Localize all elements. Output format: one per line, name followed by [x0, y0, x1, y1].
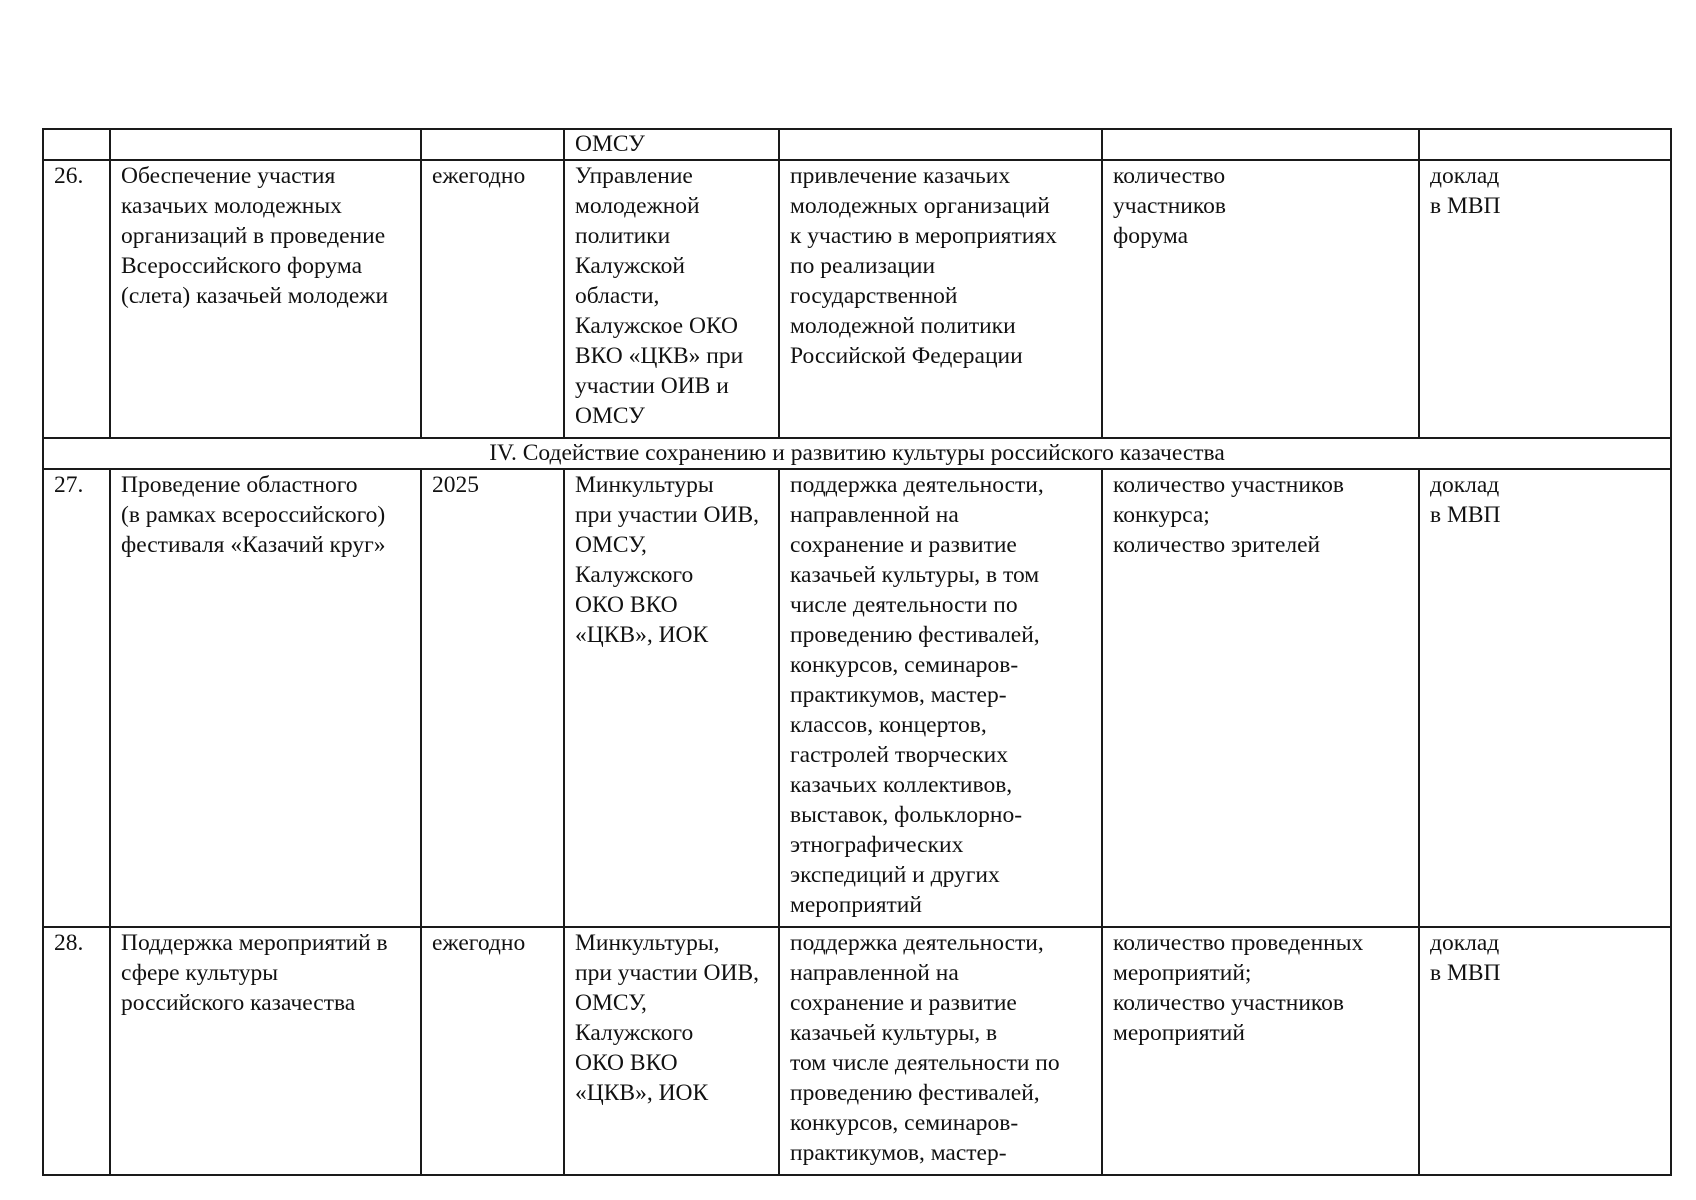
- indicator-cell: [1102, 129, 1419, 160]
- executor-cell: Минкультуры, при участии ОИВ, ОМСУ, Калужского ОКО ВКО «ЦКВ», ИОК: [564, 927, 779, 1175]
- executor-cell: Минкультуры при участии ОИВ, ОМСУ, Калужского ОКО ВКО «ЦКВ», ИОК: [564, 469, 779, 927]
- result-cell: поддержка деятельности, направленной на сохранение и развитие казачьей культуры, в том числе деятельности по проведению фестивалей, конкурсов, семинаров- практикумов, мастер- классов, концертов, гастролей творческих казачьих коллективов, выставок, фольклорно- этнографических экспедиций и других мероприятий: [779, 469, 1102, 927]
- report-cell: [1419, 129, 1671, 160]
- report-cell: доклад в МВП: [1419, 927, 1671, 1175]
- result-cell: [779, 129, 1102, 160]
- report-cell: доклад в МВП: [1419, 160, 1671, 438]
- row-number: 27.: [43, 469, 110, 927]
- table-row: [43, 129, 1671, 160]
- row-number: 28.: [43, 927, 110, 1175]
- report-cell: доклад в МВП: [1419, 469, 1671, 927]
- event-cell: [110, 129, 421, 160]
- result-cell: привлечение казачьих молодежных организаций к участию в мероприятиях по реализации государственной молодежной политики Российской Федерации: [779, 160, 1102, 438]
- term-cell: 2025: [421, 469, 564, 927]
- section-heading-row: [43, 438, 1671, 469]
- indicator-cell: количество проведенных мероприятий; количество участников мероприятий: [1102, 927, 1419, 1175]
- term-cell: ежегодно: [421, 927, 564, 1175]
- table-row: [43, 469, 1671, 927]
- term-cell: ежегодно: [421, 160, 564, 438]
- result-cell: поддержка деятельности, направленной на сохранение и развитие казачьей культуры, в том числе деятельности по проведению фестивалей, конкурсов, семинаров- практикумов, мастер-: [779, 927, 1102, 1175]
- section-heading: IV. Содействие сохранению и развитию культуры российского казачества: [43, 438, 1671, 469]
- row-number: [43, 129, 110, 160]
- executor-cell: ОМСУ: [564, 129, 779, 160]
- row-number: 26.: [43, 160, 110, 438]
- event-cell: Обеспечение участия казачьих молодежных организаций в проведение Всероссийского форума (слета) казачьей молодежи: [110, 160, 421, 438]
- table-row: [43, 160, 1671, 438]
- indicator-cell: количество участников форума: [1102, 160, 1419, 438]
- indicator-cell: количество участников конкурса; количество зрителей: [1102, 469, 1419, 927]
- event-cell: Поддержка мероприятий в сфере культуры российского казачества: [110, 927, 421, 1175]
- executor-cell: Управление молодежной политики Калужской области, Калужское ОКО ВКО «ЦКВ» при участии ОИВ и ОМСУ: [564, 160, 779, 438]
- term-cell: [421, 129, 564, 160]
- plan-table: [42, 128, 1672, 1176]
- table-row: [43, 927, 1671, 1175]
- event-cell: Проведение областного (в рамках всероссийского) фестиваля «Казачий круг»: [110, 469, 421, 927]
